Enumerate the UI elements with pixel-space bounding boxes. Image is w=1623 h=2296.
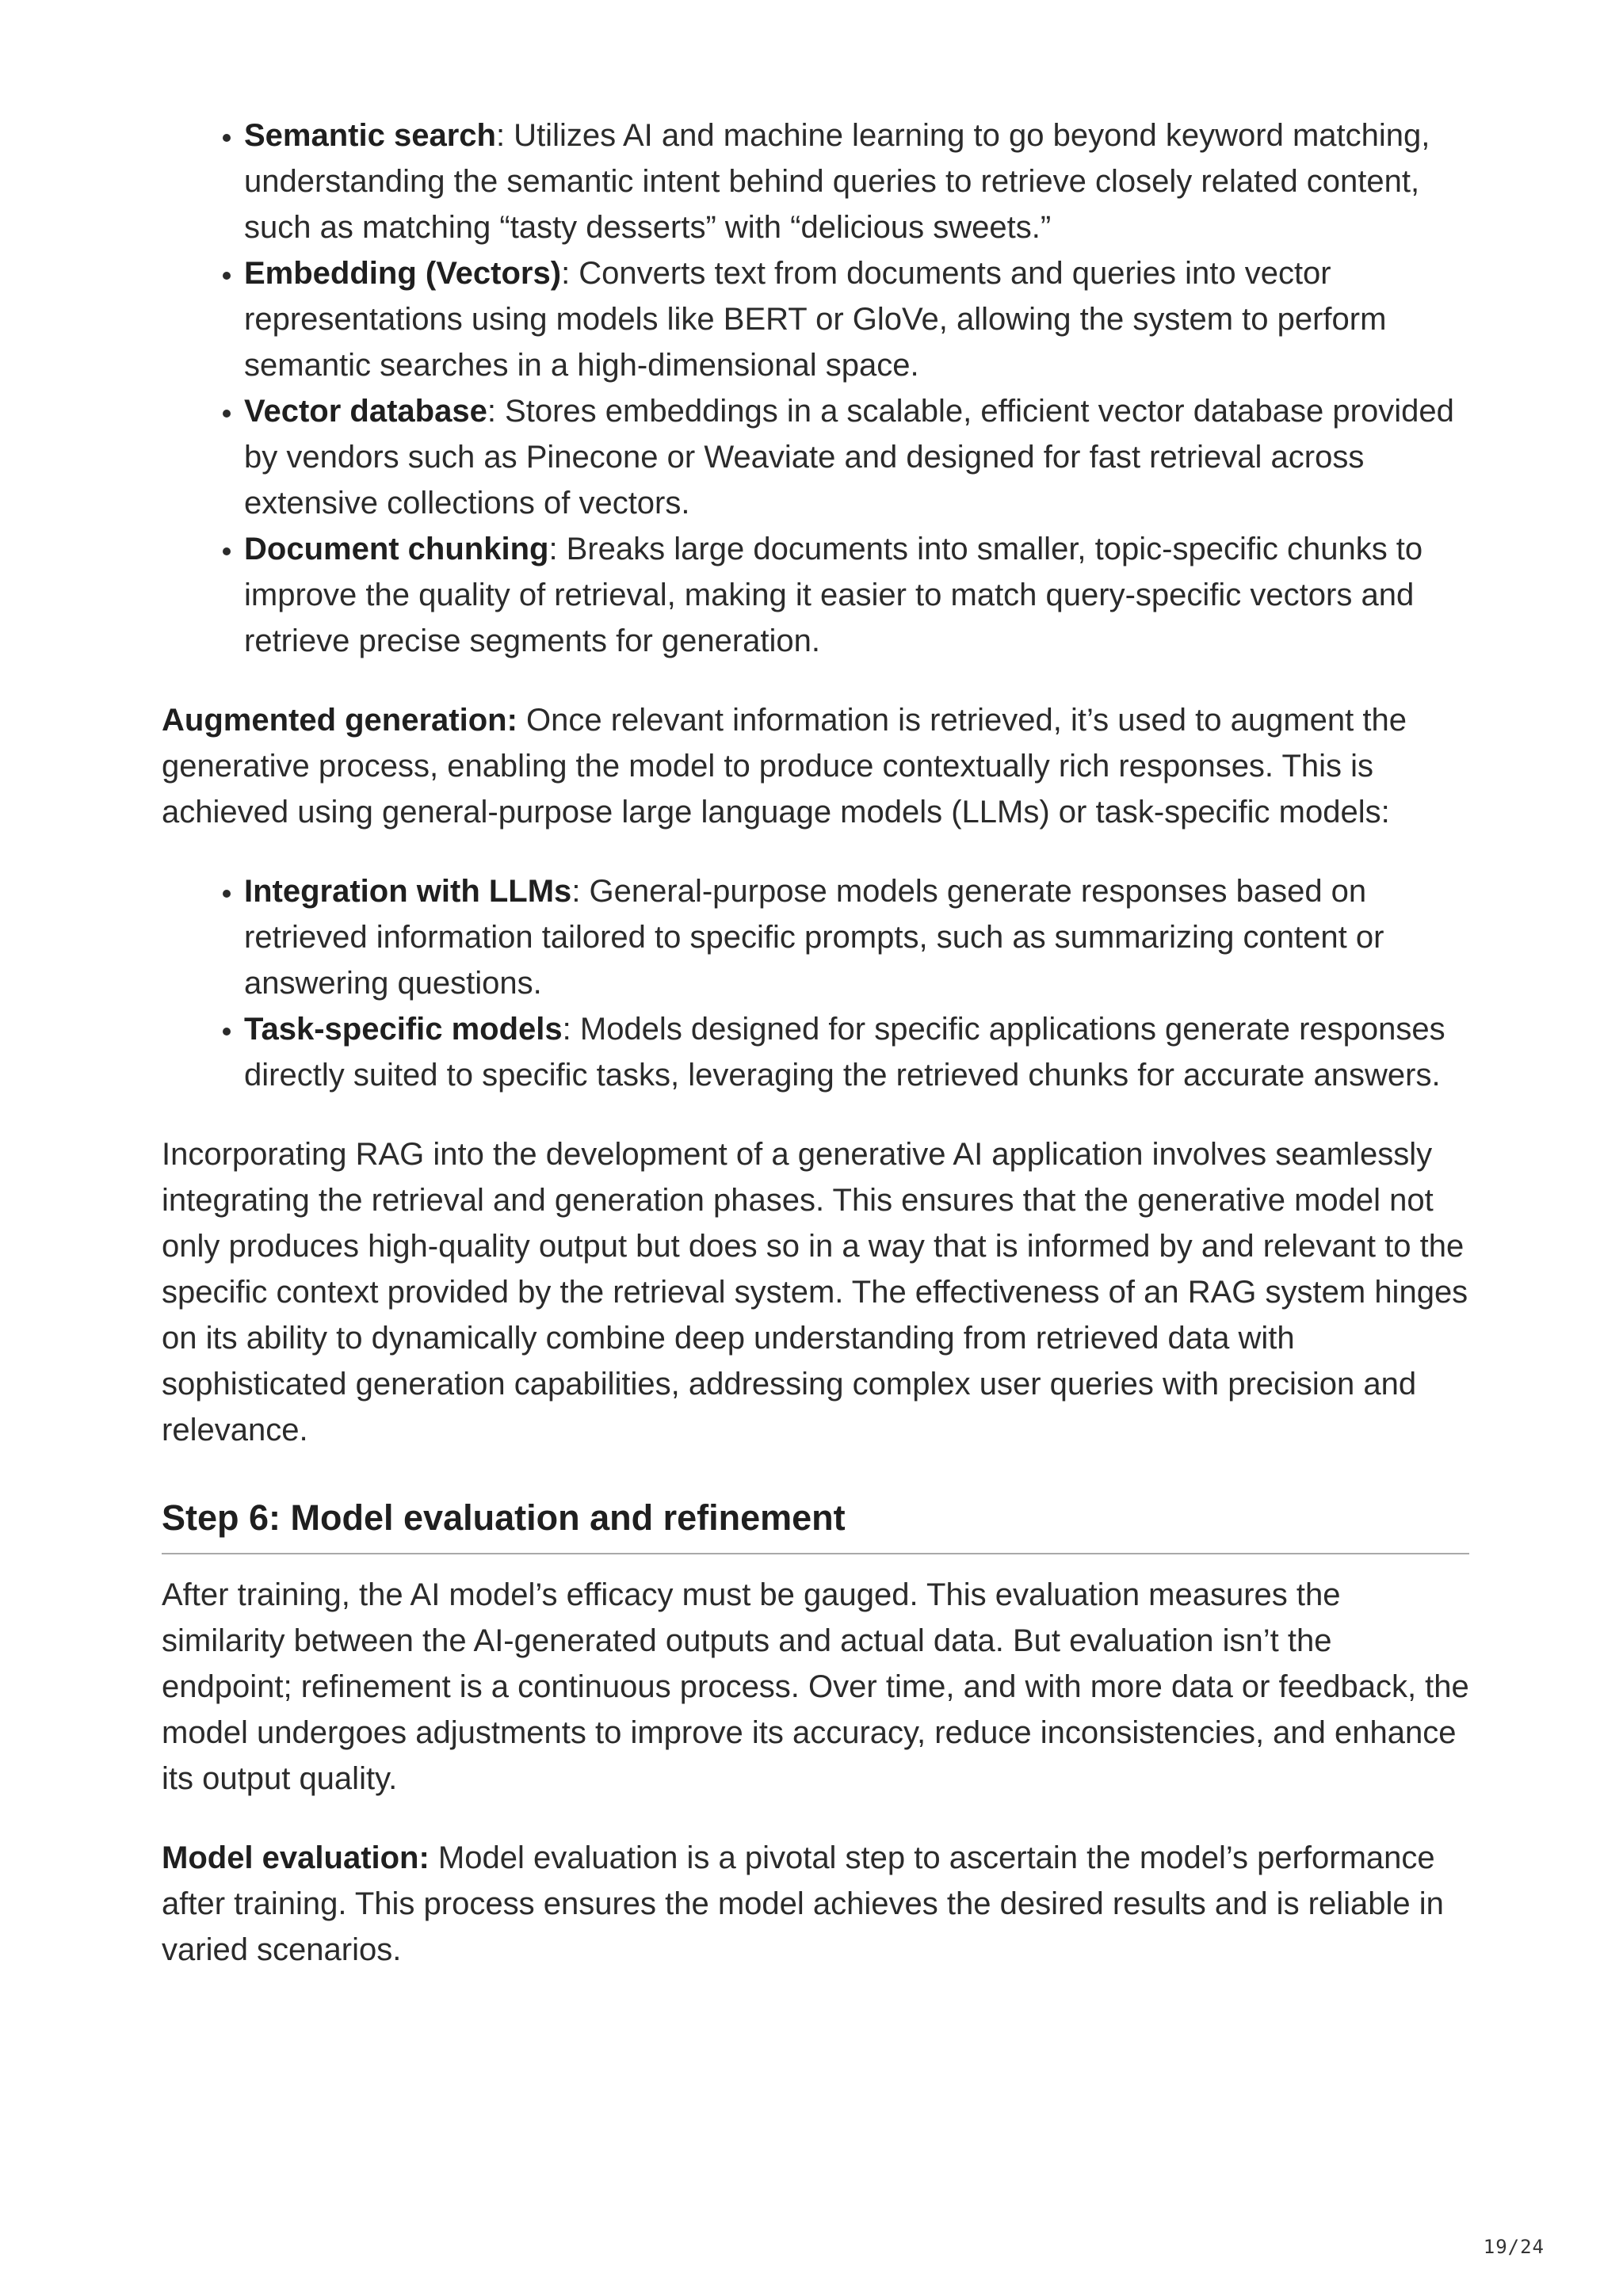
list-item-term: Integration with LLMs: [244, 874, 572, 909]
list-item: [244, 113, 1469, 250]
list-item: [244, 1006, 1469, 1098]
paragraph-text: Once relevant information is retrieved, it’s used to augment the generative process, enabling the model to produce contextually rich responses. This is achieved using general-purpose large language models (LLMs) or task-specific models:: [162, 703, 1407, 830]
list-item-term: Document chunking: [244, 532, 549, 566]
list-item-term: Semantic search: [244, 118, 496, 153]
page-number: 19/24: [1483, 2236, 1545, 2258]
list-item-text: : Models designed for specific applications generate responses directly suited to specific tasks, leveraging the retrieved chunks for accurate answers.: [244, 1012, 1445, 1093]
list-item: [244, 388, 1469, 526]
list-item-text: : Utilizes AI and machine learning to go beyond keyword matching, understanding the semantic intent behind queries to retrieve closely related content, such as matching “tasty desserts” with “delicious sweets.”: [244, 118, 1430, 245]
rag-paragraph: Incorporating RAG into the development of a generative AI application involves seamlessly integrating the retrieval and generation phases. This ensures that the generative model not only produces high-quality output but does so in a way that is informed by and relevant to the specific context provided by the retrieval system. The effectiveness of an RAG system hinges on its ability to dynamically combine deep understanding from retrieved data with sophisticated generation capabilities, addressing complex user queries with precision and relevance.: [162, 1137, 1468, 1447]
paragraph-term: Augmented generation:: [162, 703, 517, 738]
list-item: [244, 868, 1469, 1006]
paragraph-text: Model evaluation is a pivotal step to ascertain the model’s performance after training. This process ensures the model achieves the desired results and is reliable in varied scenarios.: [162, 1840, 1444, 1967]
list-item-text: : General-purpose models generate responses based on retrieved information tailored to specific prompts, such as summarizing content or answering questions.: [244, 874, 1384, 1001]
retrieval-components-list: [162, 113, 1469, 664]
section-heading-step-6: Step 6: Model evaluation and refinement: [162, 1486, 1469, 1554]
step-6-intro-paragraph: After training, the AI model’s efficacy must be gauged. This evaluation measures the similarity between the AI-generated outputs and actual data. But evaluation isn’t the endpoint; refinement is a continuous process. Over time, and with more data or feedback, the model undergoes adjustments to improve its accuracy, reduce inconsistencies, and enhance its output quality.: [162, 1577, 1469, 1796]
list-item: [244, 526, 1469, 664]
list-item-term: Vector database: [244, 394, 487, 429]
list-item: [244, 250, 1469, 388]
augmented-generation-paragraph: [162, 697, 1469, 835]
list-item-term: Task-specific models: [244, 1012, 563, 1047]
list-item-text: : Stores embeddings in a scalable, efficient vector database provided by vendors such as Pinecone or Weaviate and designed for fast retrieval across extensive collections of vectors.: [244, 394, 1454, 521]
paragraph-term: Model evaluation:: [162, 1840, 430, 1875]
model-evaluation-paragraph: [162, 1835, 1469, 1973]
document-page: [162, 113, 1469, 2006]
list-item-text: : Breaks large documents into smaller, topic-specific chunks to improve the quality of retrieval, making it easier to match query-specific vectors and retrieve precise segments for generation.: [244, 532, 1423, 658]
generation-methods-list: [162, 868, 1469, 1098]
list-item-term: Embedding (Vectors): [244, 256, 562, 291]
list-item-text: : Converts text from documents and queries into vector representations using models like BERT or GloVe, allowing the system to perform semantic searches in a high-dimensional space.: [244, 256, 1387, 383]
